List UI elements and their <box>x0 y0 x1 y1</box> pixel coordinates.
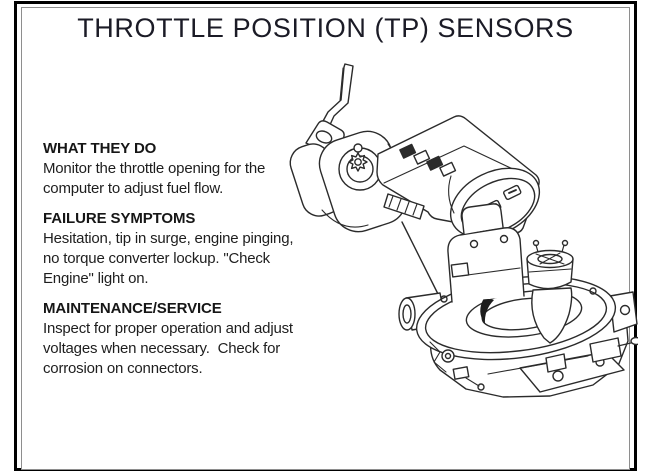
section-heading: MAINTENANCE/SERVICE <box>43 300 222 317</box>
page-inner-border <box>21 7 630 470</box>
section-heading: WHAT THEY DO <box>43 140 157 157</box>
tp-sensor-drawing <box>288 64 551 251</box>
leader-line <box>402 222 440 298</box>
section-line: corrosion on connectors. <box>43 360 203 377</box>
section-heading: FAILURE SYMPTOMS <box>43 210 196 227</box>
section-line: Inspect for proper operation and adjust <box>43 320 293 337</box>
tp-sensor-figure <box>288 56 638 401</box>
section-line: Hesitation, tip in surge, engine pinging, <box>43 230 294 247</box>
section-line: no torque converter lockup. "Check <box>43 250 270 267</box>
section-line: Engine" light on. <box>43 270 149 287</box>
section-line: Monitor the throttle opening for the <box>43 160 266 177</box>
section-line: computer to adjust fuel flow. <box>43 180 224 197</box>
document-page <box>14 1 637 471</box>
section-line: voltages when necessary. Check for <box>43 340 281 357</box>
page-title: THROTTLE POSITION (TP) SENSORS <box>77 13 574 43</box>
